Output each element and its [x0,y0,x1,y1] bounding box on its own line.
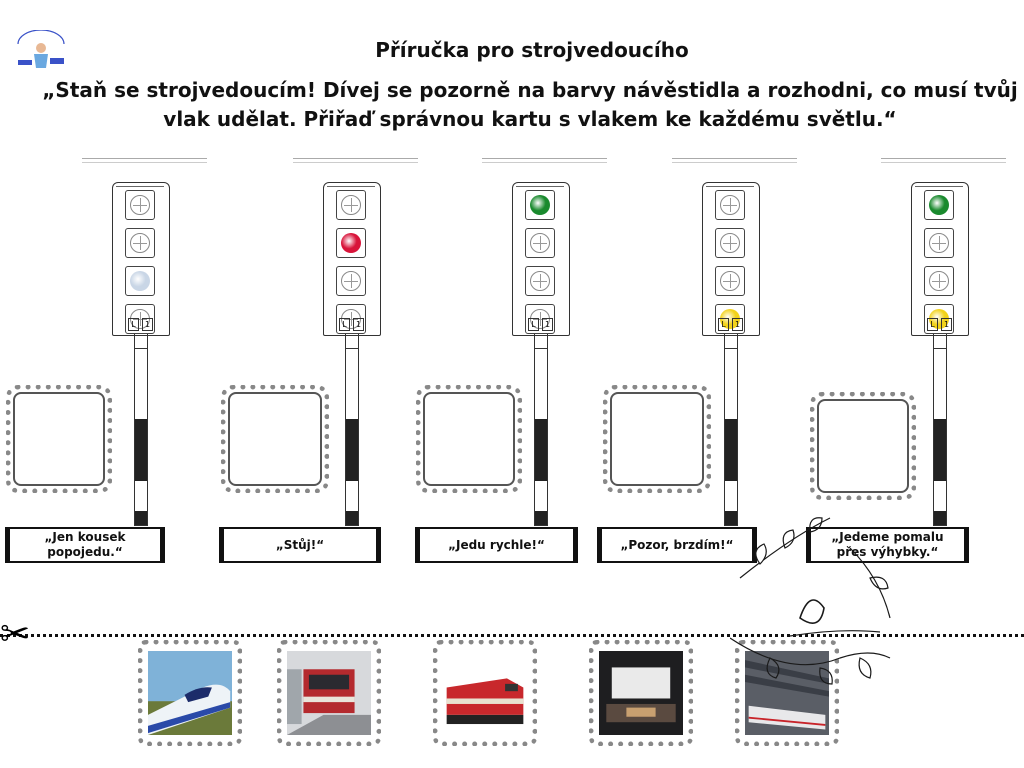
label-box-3 [415,527,578,563]
signal-lamp-3 [125,266,155,296]
signal-lamp-2 [125,228,155,258]
signal-pole [345,348,359,526]
signal-lamp-3 [924,266,954,296]
ground-line [293,158,418,163]
photo-card-high-speed-train[interactable] [138,640,242,746]
label-text: „Stůj!“ [275,537,325,552]
signal-lamp-2 [336,228,366,258]
signal-lamp-2 [924,228,954,258]
signal-plate: L [339,318,350,331]
floral-signature [730,508,910,708]
drop-frame-4[interactable] [603,385,711,493]
signal-plate: L [718,318,729,331]
red-diesel-locomotive-picture [443,651,527,735]
unlit-light [130,233,150,253]
label-text: „Jedu rychle!“ [448,537,545,552]
unlit-light [929,271,949,291]
signal-neck [345,334,359,349]
high-speed-train-picture [148,651,232,735]
unlit-light [130,195,150,215]
signal-plate: 1 [542,318,553,331]
signal-pole [933,348,947,526]
signal-pole [534,348,548,526]
signal-plate: 1 [353,318,364,331]
signal-lamp-3 [715,266,745,296]
ground-line [881,158,1006,163]
photo-card-red-train[interactable] [277,640,381,746]
signal-lamp-2 [715,228,745,258]
signal-neck [724,334,738,349]
unlit-light [720,195,740,215]
train-cab-interior-picture [599,651,683,735]
unlit-light [929,233,949,253]
green-light [929,195,949,215]
signal-lamp-2 [525,228,555,258]
signal-lamp-1 [525,190,555,220]
signal-plate: L [528,318,539,331]
signal-lamp-1 [336,190,366,220]
signal-plate: 1 [142,318,153,331]
signal-hood [327,182,375,187]
signal-neck [534,334,548,349]
signal-5 [911,158,1024,530]
photo-card-diesel-locomotive[interactable] [433,640,537,746]
red-train-at-platform-picture [287,651,371,735]
page-title: Příručka pro strojvedoucího [375,38,689,62]
label-box-2 [219,527,381,563]
signal-hood [915,182,963,187]
signal-lamp-3 [525,266,555,296]
label-box-1 [5,527,165,563]
signal-neck [933,334,947,349]
signal-plate: 1 [732,318,743,331]
unlit-light [341,195,361,215]
unlit-light [530,271,550,291]
ground-line [672,158,797,163]
signal-plate: L [128,318,139,331]
drop-frame-3[interactable] [416,385,522,493]
white-light [130,271,150,291]
signal-pole [724,348,738,526]
label-text: „Jen kousek popojedu.“ [44,530,126,559]
ground-line [482,158,607,163]
drop-frame-2[interactable] [221,385,329,493]
signal-hood [516,182,564,187]
green-light [530,195,550,215]
signal-hood [706,182,754,187]
signal-neck [134,334,148,349]
drop-frame-5[interactable] [810,392,916,500]
photo-card-cab-interior[interactable] [589,640,693,746]
drop-frame-1[interactable] [6,385,112,493]
unlit-light [530,233,550,253]
signal-pole [134,348,148,526]
signal-lamp-1 [715,190,745,220]
signal-lamp-1 [924,190,954,220]
red-light [341,233,361,253]
unlit-light [341,271,361,291]
ground-line [82,158,207,163]
signal-lamp-3 [336,266,366,296]
signal-plate: L [927,318,938,331]
signal-plate: 1 [941,318,952,331]
scissors-icon: ✂ [0,614,31,655]
signal-lamp-1 [125,190,155,220]
unlit-light [720,233,740,253]
signal-hood [116,182,164,187]
label-text: „Jedeme pomalu přes výhybky.“ [831,530,944,559]
label-text: „Pozor, brzdím!“ [620,537,734,552]
instruction-text: „Staň se strojvedoucím! Dívej se pozorně na barvy návěstidla a rozhodni, co musí tvůj vlak udělat. Přiřaď správnou kartu s vlakem ke každému světlu.“ [42,78,1018,131]
unlit-light [720,271,740,291]
